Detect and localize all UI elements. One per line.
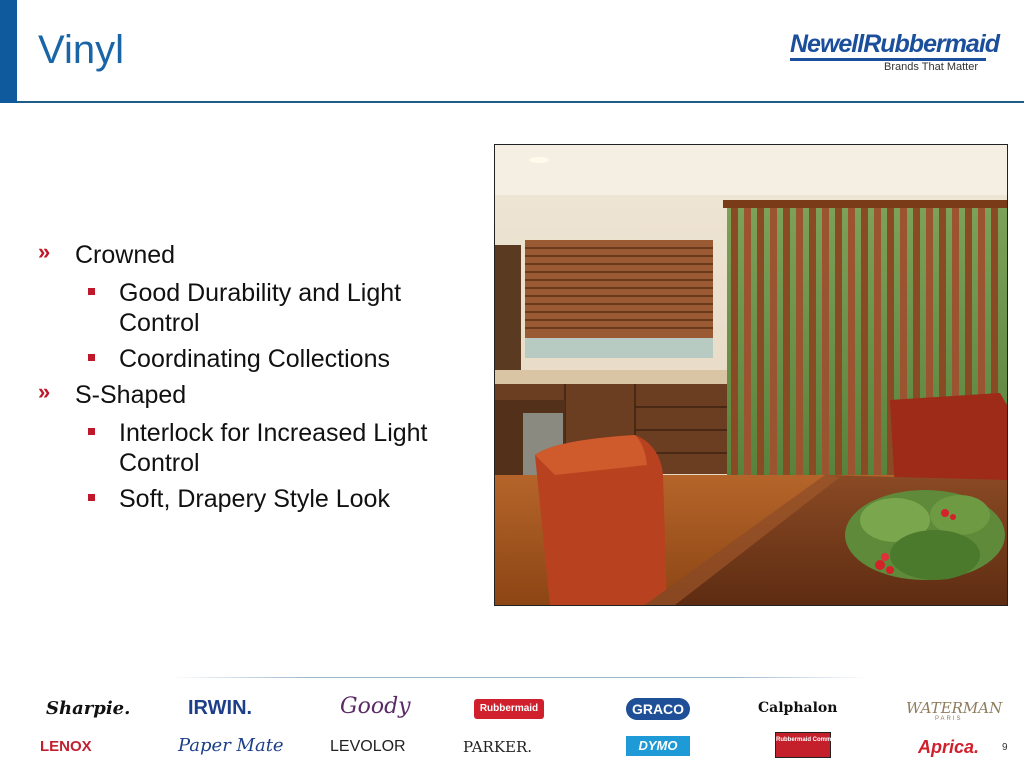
- brand-waterman-subtitle: PARIS: [935, 716, 963, 722]
- footer-divider: [170, 677, 870, 678]
- square-bullet-icon: [88, 354, 95, 361]
- brand-dymo: DYMO: [626, 736, 690, 756]
- slide-title: Vinyl: [38, 28, 124, 72]
- chevron-bullet-icon: »: [38, 379, 51, 404]
- title-accent-bar: [0, 0, 17, 103]
- bullet-label: Crowned: [75, 241, 176, 269]
- brand-rubbermaid: Rubbermaid: [474, 699, 544, 719]
- brand-paper-mate: Paper Mate: [178, 735, 284, 756]
- brand-levolor: LEVOLOR: [330, 738, 406, 755]
- sub-bullet: [38, 418, 478, 478]
- chevron-bullet-icon: »: [38, 239, 51, 264]
- sub-bullet-label: Coordinating Collections: [119, 345, 390, 373]
- brand-aprica: Aprica.: [918, 737, 980, 757]
- brand-calphalon: Calphalon: [758, 700, 838, 716]
- square-bullet-icon: [88, 428, 95, 435]
- title-divider: [17, 101, 1024, 103]
- sub-bullet: [38, 484, 478, 514]
- brand-sharpie: Sharpie.: [46, 698, 131, 719]
- logo-tagline: Brands That Matter: [884, 61, 978, 73]
- brand-rubbermaid-commercial: Rubbermaid Commercial Products: [775, 732, 831, 758]
- square-bullet-icon: [88, 288, 95, 295]
- sub-bullet: [38, 344, 478, 374]
- brand-irwin: IRWIN.: [188, 697, 253, 719]
- square-bullet-icon: [88, 494, 95, 501]
- page-number: 9: [1002, 742, 1008, 753]
- brand-goody: Goody: [340, 694, 411, 719]
- sub-bullet-label: Soft, Drapery Style Look: [119, 485, 390, 513]
- brand-waterman: WATERMAN: [906, 699, 1003, 717]
- bullet-label: S-Shaped: [75, 381, 187, 409]
- sub-bullet-label: Good Durability and Light Control: [119, 279, 402, 337]
- room-with-vinyl-vertical-blinds-photo: [494, 144, 1008, 606]
- logo-wordmark: NewellRubbermaid: [790, 30, 1000, 58]
- newell-rubbermaid-logo: [790, 30, 1000, 75]
- bullet-list: [38, 240, 478, 520]
- sub-bullet: [38, 278, 478, 338]
- brand-graco: GRACO: [626, 698, 690, 720]
- bullet-crowned: [38, 240, 478, 270]
- sub-bullet-label: Interlock for Increased Light Control: [119, 419, 428, 477]
- brand-lenox: LENOX: [40, 738, 92, 755]
- brand-parker: PARKER.: [463, 738, 533, 756]
- bullet-s-shaped: [38, 380, 478, 410]
